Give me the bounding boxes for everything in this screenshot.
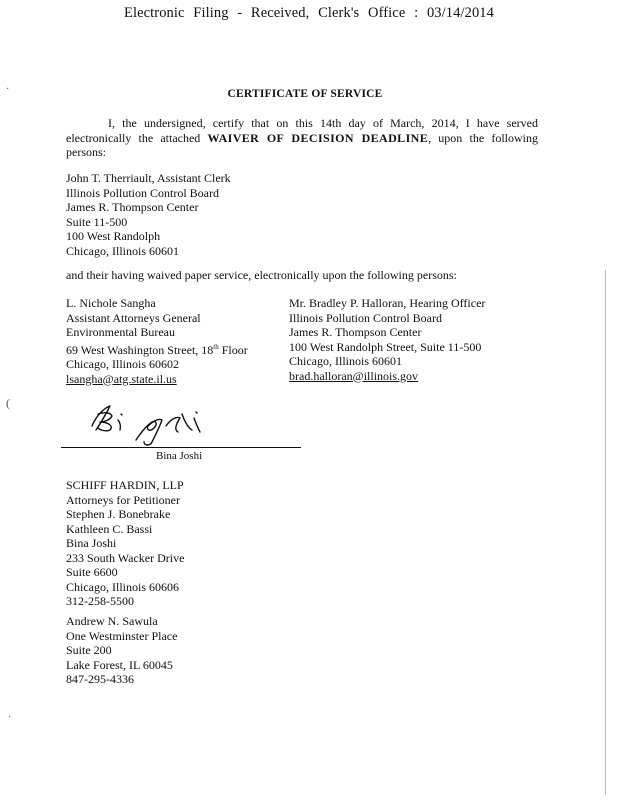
address-line: 100 West Randolph [66, 229, 161, 243]
firm-line: 233 South Wacker Drive [66, 550, 185, 565]
address-line: 100 West Randolph Street, Suite 11-500 [289, 339, 482, 354]
street-floor: Floor [218, 342, 248, 357]
address-line: Illinois Pollution Control Board [289, 310, 443, 325]
recipient-email-link[interactable]: lsangha@atg.state.il.us [66, 371, 177, 386]
firm-line: Kathleen C. Bassi [66, 521, 153, 536]
intro-text: I, the undersigned, certify that on this 14th day of March, 2014, I have served electronically the attached [66, 116, 538, 145]
right-recipient-address [289, 296, 485, 383]
firm-name: SCHIFF HARDIN, LLP [66, 478, 184, 492]
scan-artifact: · [8, 712, 12, 723]
handwritten-signature [82, 400, 222, 448]
firm-line: Suite 6600 [66, 565, 118, 579]
firm-line: Bina Joshi [66, 536, 117, 550]
address-line: James R. Thompson Center [289, 325, 422, 339]
address-line: Suite 11-500 [66, 214, 128, 229]
attached-document-name: WAIVER OF DECISION DEADLINE [207, 130, 429, 145]
intro-text-end: , upon the following persons: [66, 130, 539, 159]
filing-stamp-header: Electronic Filing - Received, Clerk's Office : 03/14/2014 [123, 5, 495, 21]
firm-signature-block [66, 478, 184, 609]
recipient-street [66, 340, 248, 358]
firm-line: Attorneys for Petitioner [66, 492, 180, 507]
left-recipient-address [66, 296, 248, 386]
co-counsel-line: Lake Forest, IL 60045 [66, 657, 173, 672]
ordinal-suffix: th [213, 342, 219, 351]
co-counsel-phone: 847-295-4336 [66, 672, 134, 686]
primary-recipient-address [66, 171, 231, 258]
hearing-officer-email-link[interactable]: brad.halloran@illinois.gov [289, 368, 419, 383]
signer-printed-name: Bina Joshi [156, 450, 203, 462]
address-line: Mr. Bradley P. Halloran, Hearing Officer [289, 296, 486, 310]
scan-edge-line [605, 270, 606, 795]
document-title: CERTIFICATE OF SERVICE [227, 88, 383, 100]
recipient-title: Assistant Attorneys General [66, 310, 201, 325]
scan-artifact: ( [6, 396, 10, 410]
firm-line: Stephen J. Bonebrake [66, 507, 171, 521]
intro-paragraph [66, 116, 538, 160]
address-line: James R. Thompson Center [66, 200, 199, 214]
waived-service-text: and their having waived paper service, electronically upon the following persons: [66, 268, 457, 282]
address-line: John T. Therriault, Assistant Clerk [66, 171, 231, 185]
street-text: 69 West Washington Street, 18 [66, 342, 214, 357]
firm-phone: 312-258-5500 [66, 594, 134, 608]
signature-line [61, 447, 301, 448]
address-line: Illinois Pollution Control Board [66, 185, 220, 200]
scan-artifact: · [6, 84, 10, 95]
address-line: Chicago, Illinois 60601 [289, 354, 402, 368]
firm-line: Chicago, Illinois 60606 [66, 579, 179, 594]
address-line: Chicago, Illinois 60601 [66, 243, 179, 258]
recipient-bureau: Environmental Bureau [66, 325, 175, 339]
co-counsel-line: One Westminster Place [66, 628, 178, 643]
co-counsel-line: Suite 200 [66, 643, 112, 657]
recipient-name: L. Nichole Sangha [66, 296, 156, 310]
co-counsel-line: Andrew N. Sawula [66, 614, 158, 628]
recipient-city: Chicago, Illinois 60602 [66, 357, 179, 371]
co-counsel-block [66, 614, 177, 687]
